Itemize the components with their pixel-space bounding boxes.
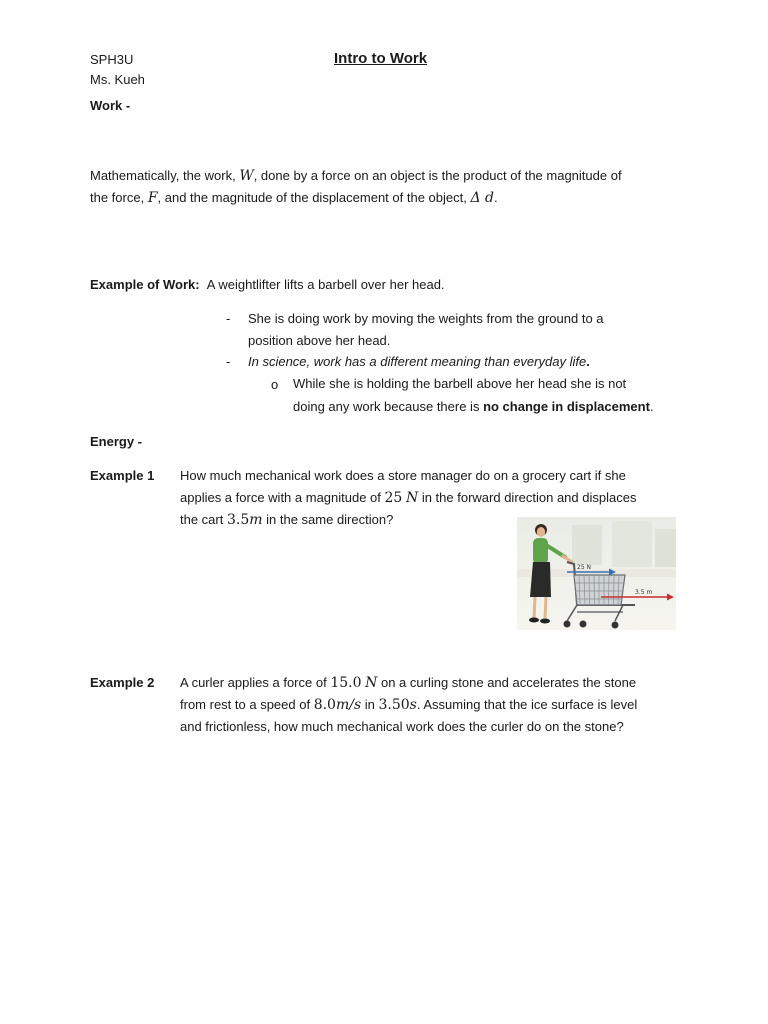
displacement-unit: m — [249, 512, 263, 528]
example-2-text: A curler applies a force of — [180, 675, 331, 690]
example-2-text: . Assuming that the ice surface is level — [416, 697, 638, 712]
definition-text: Mathematically, the work, — [90, 168, 240, 183]
example-2-line-1 — [180, 675, 636, 691]
sub-bullet-marker: o — [271, 377, 279, 392]
example-2-label: Example 2 — [90, 675, 155, 690]
bullet-2-period: . — [586, 354, 590, 369]
definition-text: the force, — [90, 190, 148, 205]
example-of-work — [90, 277, 445, 292]
curler-force-unit: N — [365, 675, 378, 691]
symbol-displacement: Δ d — [470, 190, 494, 206]
example-1-line-2 — [180, 490, 636, 506]
definition-text: . — [494, 190, 498, 205]
example-2-text: in — [361, 697, 379, 712]
definition-text: , done by a force on an object is the product of the magnitude of — [253, 168, 622, 183]
grocery-cart-illustration — [517, 517, 676, 630]
example-2-text: on a curling stone and accelerates the stone — [377, 675, 637, 690]
example-1-text: in the forward direction and displaces — [418, 490, 637, 505]
work-heading: Work - — [90, 98, 131, 113]
bullet-2 — [248, 354, 590, 369]
sub-bullet-period: . — [649, 399, 654, 414]
force-arrow-label: 25 N — [577, 564, 592, 571]
example-of-work-label: Example of Work: — [90, 277, 200, 292]
symbol-force: F — [147, 190, 158, 206]
sub-bullet-line-1: While she is holding the barbell above her head she is not — [293, 376, 627, 391]
grocery-cart-figure — [517, 517, 676, 630]
force-value: 25 — [384, 490, 403, 506]
displacement-arrow-label: 3.5 m — [635, 589, 653, 596]
example-2-text: from rest to a speed of — [180, 697, 314, 712]
bullet-1-line-1: She is doing work by moving the weights from the ground to a — [248, 311, 604, 326]
definition-line-2 — [90, 190, 498, 206]
sub-bullet-emphasis: no change in displacement — [483, 399, 650, 414]
sub-bullet-text: doing any work because there is — [293, 399, 484, 414]
example-1-line-3 — [180, 512, 393, 528]
dash-bullet: - — [226, 311, 231, 326]
example-1-line-1: How much mechanical work does a store manager do on a grocery cart if she — [180, 468, 626, 483]
course-code: SPH3U — [90, 52, 134, 67]
symbol-work: W — [239, 168, 254, 184]
teacher-name: Ms. Kueh — [90, 72, 145, 87]
energy-heading: Energy - — [90, 434, 143, 449]
time-unit: s — [409, 697, 417, 713]
page-title: Intro to Work — [334, 50, 428, 67]
example-2-line-3: and frictionless, how much mechanical work does the curler do on the stone? — [180, 719, 624, 734]
example-1-text: in the same direction? — [262, 512, 394, 527]
force-unit: N — [405, 490, 419, 506]
bullet-2-text: In science, work has a different meaning than everyday life — [248, 354, 587, 369]
speed-unit: m/s — [335, 697, 362, 713]
example-1-text: the cart — [180, 512, 227, 527]
speed-value: 8.0 — [313, 697, 336, 713]
example-1-label: Example 1 — [90, 468, 155, 483]
dash-bullet: - — [226, 354, 231, 369]
example-1-text: applies a force with a magnitude of — [180, 490, 385, 505]
definition-line-1 — [90, 168, 622, 184]
example-2-line-2 — [180, 697, 637, 713]
time-value: 3.50 — [378, 697, 410, 713]
definition-text: , and the magnitude of the displacement of the object, — [157, 190, 471, 205]
example-of-work-text: A weightlifter lifts a barbell over her head. — [206, 277, 445, 292]
displacement-value: 3.5 — [226, 512, 250, 528]
sub-bullet-line-2 — [293, 399, 654, 414]
bullet-1-line-2: position above her head. — [248, 333, 391, 348]
curler-force-value: 15.0 — [330, 675, 362, 691]
